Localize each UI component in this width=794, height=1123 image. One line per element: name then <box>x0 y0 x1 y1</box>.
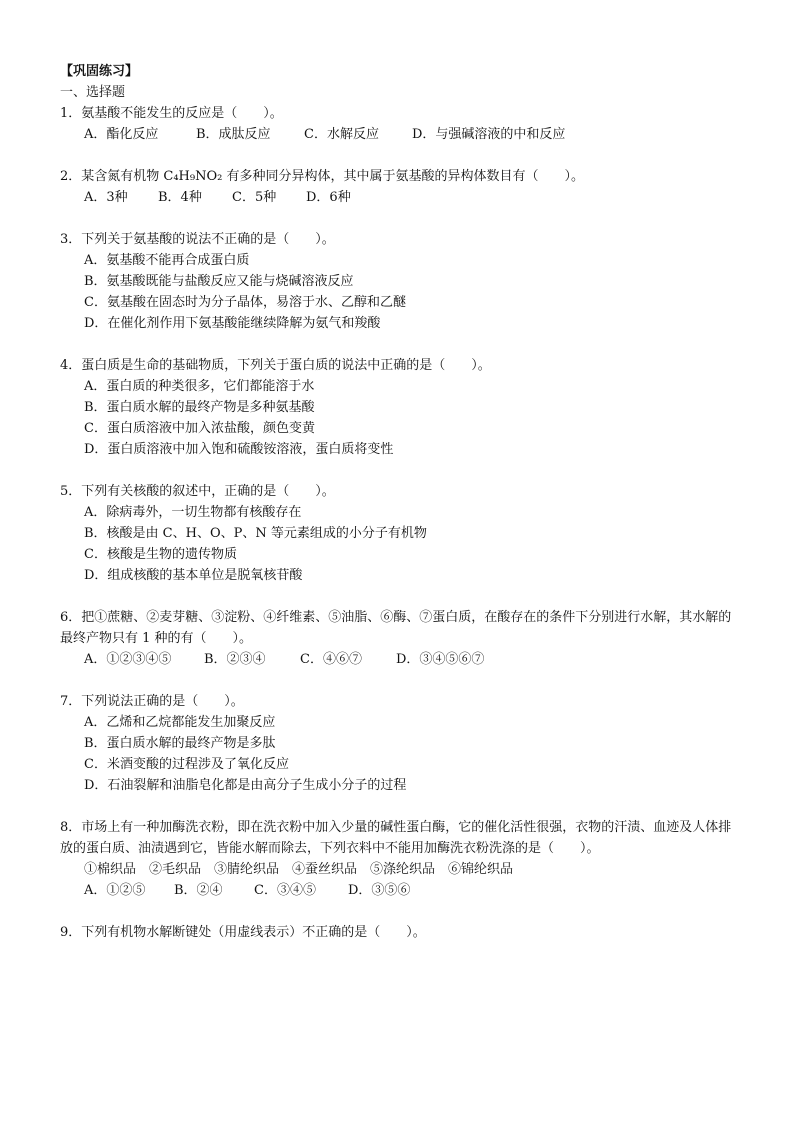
option-d: D．石油裂解和油脂皂化都是由高分子生成小分子的过程 <box>84 778 407 793</box>
option-d: D．③⑤⑥ <box>348 883 411 898</box>
option-d: D．与强碱溶液的中和反应 <box>412 127 566 142</box>
question-1 <box>60 103 744 145</box>
option-c: C．蛋白质溶液中加入浓盐酸，颜色变黄 <box>84 421 315 436</box>
question-7 <box>60 691 744 796</box>
question-5 <box>60 481 744 586</box>
option-b: B．氨基酸既能与盐酸反应又能与烧碱溶液反应 <box>84 274 354 289</box>
option-c: C．水解反应 <box>304 127 379 142</box>
option-c: C．5种 <box>232 190 277 205</box>
option-c: C．氨基酸在固态时为分子晶体，易溶于水、乙醇和乙醚 <box>84 295 406 310</box>
option-c: C．米酒变酸的过程涉及了氧化反应 <box>84 757 289 772</box>
question-stem: 1．氨基酸不能发生的反应是（ ）。 <box>60 106 283 121</box>
question-6 <box>60 607 744 670</box>
question-4 <box>60 355 744 460</box>
fabric-items-line: ①棉织品 ②毛织品 ③腈纶织品 ④蚕丝织品 ⑤涤纶织品 ⑥锦纶织品 <box>84 862 514 877</box>
option-a: A．氨基酸不能再合成蛋白质 <box>84 253 250 268</box>
option-a: A．①②③④⑤ <box>84 652 172 667</box>
worksheet-page <box>60 62 744 964</box>
option-a: A．酯化反应 <box>84 127 159 142</box>
option-b: B．4种 <box>158 190 202 205</box>
question-2 <box>60 166 744 208</box>
question-stem: 5．下列有关核酸的叙述中，正确的是（ ）。 <box>60 484 335 499</box>
option-a: A．蛋白质的种类很多，它们都能溶于水 <box>84 379 315 394</box>
option-b: B．②③④ <box>204 652 266 667</box>
question-stem: 2．某含氮有机物 C₄H₉NO₂ 有多种同分异构体，其中属于氨基酸的异构体数目有（ ）。 <box>60 169 584 184</box>
option-c: C．④⑥⑦ <box>300 652 362 667</box>
option-a: A．乙烯和乙烷都能发生加聚反应 <box>84 715 276 730</box>
question-9 <box>60 922 744 943</box>
question-stem: 4．蛋白质是生命的基础物质，下列关于蛋白质的说法中正确的是（ ）。 <box>60 358 491 373</box>
worksheet-heading: 【巩固练习】 <box>60 64 139 79</box>
question-stem: 8．市场上有一种加酶洗衣粉，即在洗衣粉中加入少量的碱性蛋白酶，它的催化活性很强，衣物的汗渍、血迹及人体排放的蛋白质、油渍遇到它，皆能水解而除去，下列衣料中不能用加酶洗衣粉洗涤的是（ ）。 <box>60 820 732 856</box>
option-a: A．除病毒外，一切生物都有核酸存在 <box>84 505 302 520</box>
option-d: D．组成核酸的基本单位是脱氧核苷酸 <box>84 568 303 583</box>
question-stem: 3．下列关于氨基酸的说法不正确的是（ ）。 <box>60 232 335 247</box>
option-d: D．在催化剂作用下氨基酸能继续降解为氨气和羧酸 <box>84 316 381 331</box>
option-b: B．②④ <box>174 883 223 898</box>
option-c: C．③④⑤ <box>254 883 316 898</box>
option-d: D．③④⑤⑥⑦ <box>396 652 485 667</box>
option-b: B．蛋白质水解的最终产物是多种氨基酸 <box>84 400 315 415</box>
option-b: B．蛋白质水解的最终产物是多肽 <box>84 736 276 751</box>
option-b: B．成肽反应 <box>196 127 271 142</box>
question-stem: 6．把①蔗糖、②麦芽糖、③淀粉、④纤维素、⑤油脂、⑥酶、⑦蛋白质，在酸存在的条件下分别进行水解，其水解的最终产物只有 1 种的有（ ）。 <box>60 610 732 646</box>
section-title: 一、选择题 <box>60 85 126 100</box>
option-a: A．3种 <box>84 190 128 205</box>
option-b: B．核酸是由 C、H、O、P、N 等元素组成的小分子有机物 <box>84 526 427 541</box>
question-stem: 9．下列有机物水解断键处（用虚线表示）不正确的是（ ）。 <box>60 925 426 940</box>
options-row <box>60 187 744 208</box>
option-d: D．6种 <box>306 190 351 205</box>
option-d: D．蛋白质溶液中加入饱和硫酸铵溶液，蛋白质将变性 <box>84 442 394 457</box>
question-3 <box>60 229 744 334</box>
options-row <box>60 880 744 901</box>
option-a: A．①②⑤ <box>84 883 146 898</box>
question-8 <box>60 817 744 901</box>
question-stem: 7．下列说法正确的是（ ）。 <box>60 694 244 709</box>
options-row <box>60 649 744 670</box>
option-c: C．核酸是生物的遗传物质 <box>84 547 237 562</box>
options-row <box>60 124 744 145</box>
